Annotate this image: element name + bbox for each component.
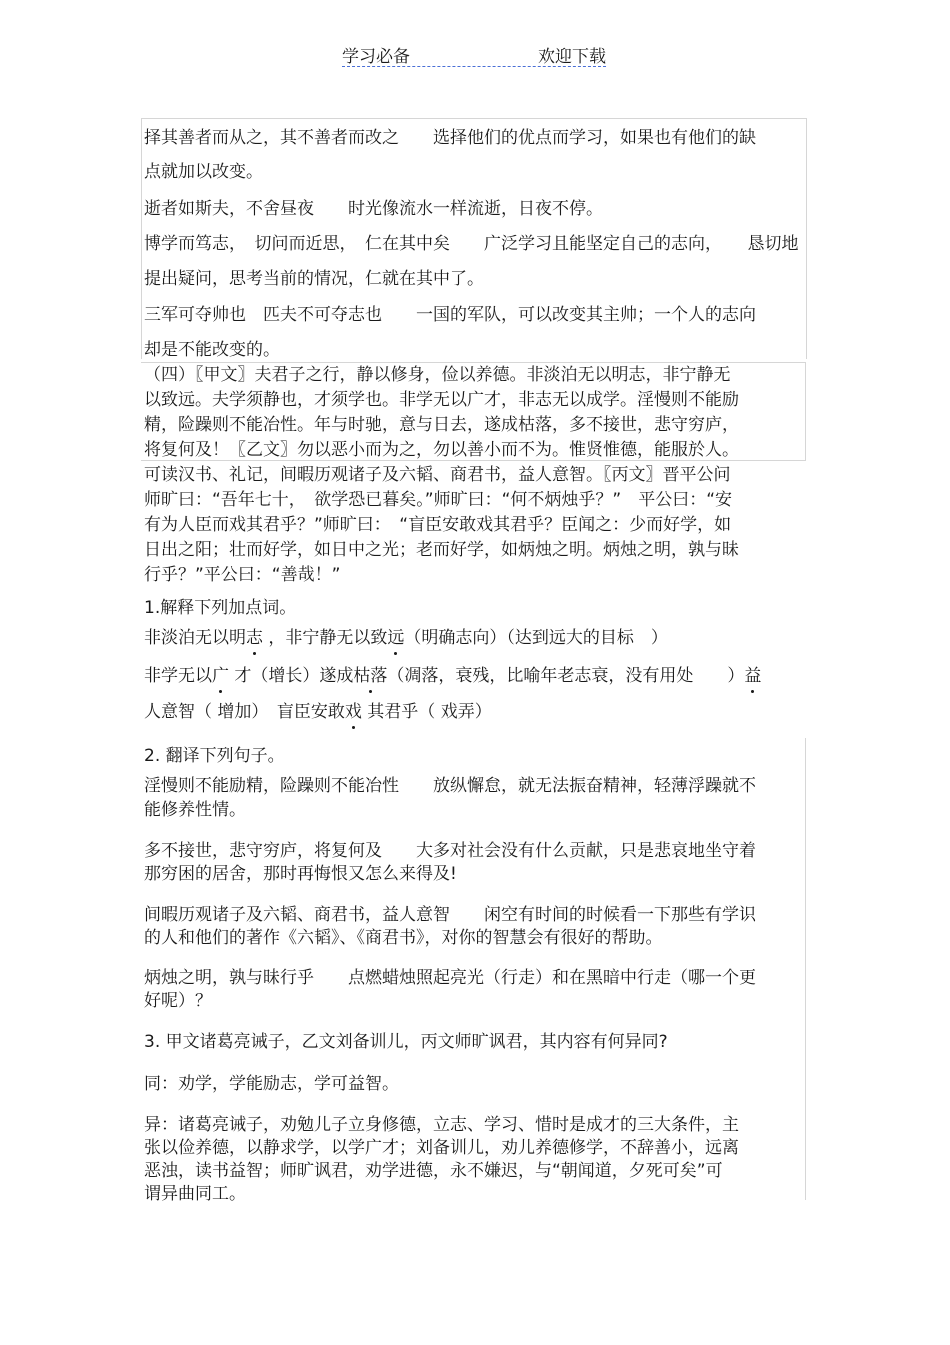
passage-line-9: 行乎？”平公曰：“善哉！” <box>144 565 341 585</box>
q2-sentence-2-line-2: 那穷困的居舍，那时再悔恨又怎么来得及! <box>144 864 457 884</box>
section1-line-6: 三军可夺帅也 匹夫不可夺志也 一国的军队，可以改变其主帅；一个人的志向 <box>144 305 756 325</box>
question-3-title: 3. 甲文诸葛亮诫子，乙文刘备训儿，丙文师旷讽君，其内容有何异同? <box>144 1032 668 1052</box>
section1-line-2: 点就加以改变。 <box>144 162 263 182</box>
question-1-line-b <box>144 665 761 687</box>
section1-line-3: 逝者如斯夫，不舍昼夜 时光像流水一样流逝，日夜不停。 <box>144 199 603 219</box>
q1-b-text-mid: 才（增长）遂成 <box>229 666 354 686</box>
passage-line-5: 可读汉书、礼记，间暇历观诸子及六韬、商君书，益人意智。〖丙文〗晋平公问 <box>144 465 731 485</box>
q1-a-dotted-word-2: 远 <box>387 628 405 648</box>
q3-difference-line-2: 张以俭养德，以静求学，以学广才；刘备训儿，劝儿养德修学，不辞善小，远离 <box>144 1138 739 1158</box>
q2-sentence-3-line-1: 间暇历观诸子及六韬、商君书，益人意智 闲空有时间的时候看一下那些有学识 <box>144 905 756 925</box>
q2-sentence-4-line-1: 炳烛之明，孰与昧行乎 点燃蜡烛照起亮光（行走）和在黑暗中行走（哪一个更 <box>144 968 756 988</box>
q1-b-text: 非学无以 <box>144 666 212 686</box>
q3-difference-line-1: 异：诸葛亮诫子，劝勉儿子立身修德，立志、学习、惜时是成才的三大条件，主 <box>144 1115 739 1135</box>
answer-box-frame <box>805 738 806 1200</box>
q3-difference-line-3: 恶浊，读书益智；师旷讽君，劝学进德，永不嫌迟，与“朝闻道，夕死可矣”可 <box>144 1161 723 1181</box>
page-header <box>342 40 606 67</box>
q1-a-text: 非淡泊无以明 <box>144 628 246 648</box>
section1-line-5: 提出疑问，思考当前的情况，仁就在其中了。 <box>144 269 484 289</box>
q1-a-dotted-word-1: 志 <box>246 628 263 648</box>
section1-line-1: 择其善者而从之，其不善者而改之 选择他们的优点而学习，如果也有他们的缺 <box>144 128 756 148</box>
section1-line-4: 博学而笃志， 切问而近思， 仁在其中矣 广泛学习且能坚定自己的志向， 恳切地 <box>144 234 799 254</box>
question-1-title: 1.解释下列加点词。 <box>144 598 297 618</box>
passage-line-8: 日出之阳；壮而好学，如日中之光；老而好学，如炳烛之明。炳烛之明，孰与昧 <box>144 540 739 560</box>
q2-sentence-3-line-2: 的人和他们的著作《六韬》、《商君书》，对你的智慧会有很好的帮助。 <box>144 928 663 948</box>
q2-sentence-1-line-1: 淫慢则不能励精，险躁则不能冶性 放纵懈怠，就无法振奋精神，轻薄浮躁就不 <box>144 776 756 796</box>
q1-c-answer: 其君乎（ 戏弄） <box>361 702 492 722</box>
q1-b-dotted-word-2: 枯落 <box>353 666 388 686</box>
passage-line-2: 以致远。夫学须静也，才须学也。非学无以广才，非志无以成学。淫慢则不能励 <box>144 390 739 410</box>
q3-difference-line-4: 谓异曲同工。 <box>144 1184 246 1204</box>
q1-a-answers: （明确志向）（达到远大的目标 ） <box>404 628 668 648</box>
q1-a-text-mid: ，非宁静无以致 <box>263 628 388 648</box>
passage-line-3: 精，险躁则不能冶性。年与时驰，意与日去，遂成枯落，多不接世，悲守穷庐， <box>144 415 739 435</box>
passage-line-7: 有为人臣而戏其君乎？”师旷曰： “盲臣安敢戏其君乎？臣闻之：少而好学，如 <box>144 515 732 535</box>
question-1-line-c <box>144 701 492 723</box>
q1-b-answers: （凋落，衰残，比喻年老志衰，没有用处 ） <box>387 666 745 686</box>
q3-similarity: 同：劝学，学能励志，学可益智。 <box>144 1074 399 1094</box>
header-left-text: 学习必备 <box>342 47 410 67</box>
question-2-title: 2. 翻译下列句子。 <box>144 746 285 766</box>
q1-c-text: 人意智（ 增加） 盲臣安敢 <box>144 702 345 722</box>
passage-line-1: （四）〖甲文〗夫君子之行，静以修身，俭以养德。非淡泊无以明志，非宁静无 <box>144 365 731 385</box>
q1-c-dotted-word: 戏 <box>344 702 362 722</box>
q2-sentence-1-line-2: 能修养性情。 <box>144 800 246 820</box>
section1-line-7: 却是不能改变的。 <box>144 340 280 360</box>
q2-sentence-2-line-1: 多不接世，悲守穷庐，将复何及 大多对社会没有什么贡献，只是悲哀地坐守着 <box>144 841 756 861</box>
q1-b-dotted-word-3: 益 <box>744 666 762 686</box>
q1-b-dotted-word-1: 广 <box>212 666 229 686</box>
passage-line-6: 师旷曰：“吾年七十， 欲学恐已暮矣。”师旷曰：“何不炳烛乎？” 平公曰：“安 <box>144 490 733 510</box>
question-1-line-a <box>144 627 668 649</box>
q2-sentence-4-line-2: 好呢）？ <box>144 991 212 1011</box>
passage-line-4: 将复何及！〖乙文〗勿以恶小而为之，勿以善小而不为。惟贤惟德，能服於人。 <box>144 440 739 460</box>
header-right-text: 欢迎下载 <box>538 47 606 67</box>
